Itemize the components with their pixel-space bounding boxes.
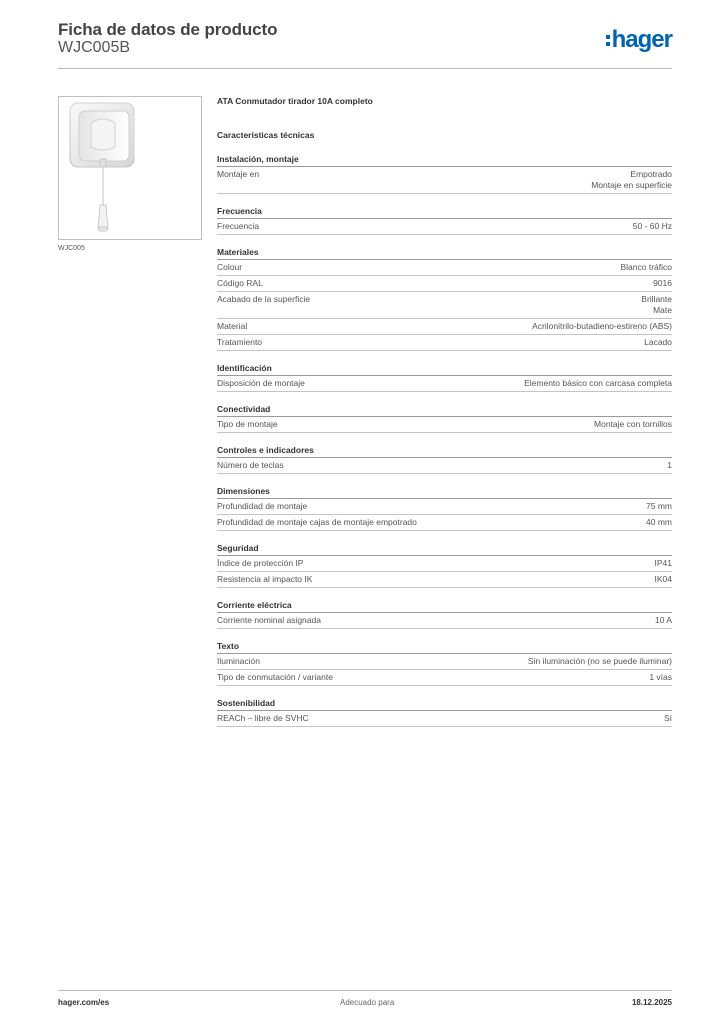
spec-row (217, 556, 672, 572)
spec-value-line: 40 mm (646, 517, 672, 527)
footer-divider (58, 990, 672, 991)
section-title: Materiales (217, 247, 672, 260)
spec-row (217, 335, 672, 351)
spec-label: Tratamiento (217, 337, 263, 347)
spec-label: Montaje en (217, 169, 260, 179)
page-header (58, 20, 672, 68)
spec-section (217, 486, 672, 531)
spec-value-line: Sin iluminación (no se puede iluminar) (527, 656, 672, 666)
spec-value (667, 460, 672, 471)
spec-value-line: 10 A (654, 615, 672, 625)
spec-value-line: 1 vías (649, 672, 672, 682)
spec-row (217, 670, 672, 686)
section-title: Sostenibilidad (217, 698, 672, 711)
spec-row (217, 417, 672, 433)
spec-row (217, 458, 672, 474)
spec-value (655, 574, 673, 585)
tech-characteristics-title: Características técnicas (217, 130, 315, 140)
hager-logo (606, 26, 672, 54)
spec-value (532, 321, 672, 332)
spec-value-line: Lacado (644, 337, 672, 347)
product-code: WJC005B (58, 39, 131, 56)
spec-section (217, 641, 672, 686)
section-title: Seguridad (217, 543, 672, 556)
spec-value (641, 294, 672, 316)
spec-label: Acabado de la superficie (217, 294, 311, 304)
spec-label: REACh – libre de SVHC (217, 713, 309, 723)
spec-label: Código RAL (217, 278, 263, 288)
spec-row (217, 319, 672, 335)
spec-section (217, 698, 672, 727)
spec-section (217, 363, 672, 392)
section-title: Texto (217, 641, 672, 654)
product-image (58, 96, 202, 240)
spec-value (621, 262, 673, 273)
section-title: Controles e indicadores (217, 445, 672, 458)
section-title: Identificación (217, 363, 672, 376)
spec-label: Profundidad de montaje (217, 501, 308, 511)
spec-value-line: Blanco tráfico (620, 262, 672, 272)
spec-value (524, 378, 672, 389)
spec-row (217, 260, 672, 276)
spec-content (217, 96, 672, 727)
spec-row (217, 219, 672, 235)
footer-suitable-for: Adecuado para (340, 998, 395, 1007)
spec-row (217, 572, 672, 588)
spec-value-line: Brillante (641, 294, 672, 304)
spec-section (217, 206, 672, 235)
spec-value (664, 713, 672, 724)
spec-label: Disposición de montaje (217, 378, 305, 388)
spec-row (217, 276, 672, 292)
spec-value-line: IP41 (654, 558, 672, 568)
spec-row (217, 711, 672, 727)
section-title: Conectividad (217, 404, 672, 417)
document-title: Ficha de datos de producto (58, 20, 278, 39)
spec-value-line: Montaje con tornillos (594, 419, 672, 429)
spec-value-line: Montaje en superficie (591, 180, 672, 190)
spec-label: Resistencia al impacto IK (217, 574, 313, 584)
footer-website[interactable]: hager.com/es (58, 998, 110, 1007)
spec-value (646, 501, 672, 512)
spec-section (217, 543, 672, 588)
spec-value (655, 615, 672, 626)
spec-value-line: 75 mm (646, 501, 672, 511)
spec-value-line: Empotrado (630, 169, 672, 179)
spec-label: Profundidad de montaje cajas de montaje empotrado (217, 517, 417, 527)
spec-label: Iluminación (217, 656, 260, 666)
section-title: Frecuencia (217, 206, 672, 219)
spec-label: Índice de protección IP (217, 558, 304, 568)
spec-section (217, 445, 672, 474)
spec-section (217, 154, 672, 194)
spec-row (217, 376, 672, 392)
spec-section (217, 404, 672, 433)
image-caption: WJC005 (58, 245, 85, 252)
spec-value (646, 517, 672, 528)
spec-value-line: Elemento básico con carcasa completa (524, 378, 672, 388)
spec-value (644, 337, 672, 348)
spec-value-line: Acrilonitrilo-butadieno-estireno (ABS) (532, 321, 672, 331)
spec-section (217, 247, 672, 351)
spec-value-line: 1 (667, 460, 672, 470)
product-name: ATA Conmutador tirador 10A completo (217, 96, 373, 106)
spec-value-line: 9016 (653, 278, 672, 288)
spec-section (217, 600, 672, 629)
spec-value-line: Sí (663, 713, 672, 723)
spec-value (633, 221, 672, 232)
spec-value (528, 656, 672, 667)
spec-value-line: Mate (653, 305, 672, 315)
logo-dots-icon (606, 33, 610, 47)
section-title: Dimensiones (217, 486, 672, 499)
spec-value (655, 558, 673, 569)
spec-row (217, 654, 672, 670)
spec-label: Tipo de montaje (217, 419, 278, 429)
spec-value (594, 419, 672, 430)
spec-value-line: IK04 (654, 574, 672, 584)
spec-row (217, 499, 672, 515)
spec-row (217, 167, 672, 194)
spec-label: Corriente nominal asignada (217, 615, 321, 625)
spec-value (653, 278, 672, 289)
section-title: Instalación, montaje (217, 154, 672, 167)
spec-value (649, 672, 672, 683)
section-title: Corriente eléctrica (217, 600, 672, 613)
spec-value-line: 50 - 60 Hz (632, 221, 672, 231)
spec-row (217, 515, 672, 531)
pull-switch-illustration (59, 97, 201, 239)
footer-date: 18.12.2025 (631, 998, 672, 1007)
spec-label: Frecuencia (217, 221, 260, 231)
logo-text: hager (611, 26, 672, 53)
spec-label: Tipo de conmutación / variante (217, 672, 333, 682)
spec-label: Colour (217, 262, 243, 272)
spec-sections (217, 154, 672, 727)
spec-row (217, 613, 672, 629)
spec-label: Material (217, 321, 248, 331)
header-divider (58, 68, 672, 69)
spec-value (591, 169, 672, 191)
spec-label: Número de teclas (217, 460, 284, 470)
spec-row (217, 292, 672, 319)
